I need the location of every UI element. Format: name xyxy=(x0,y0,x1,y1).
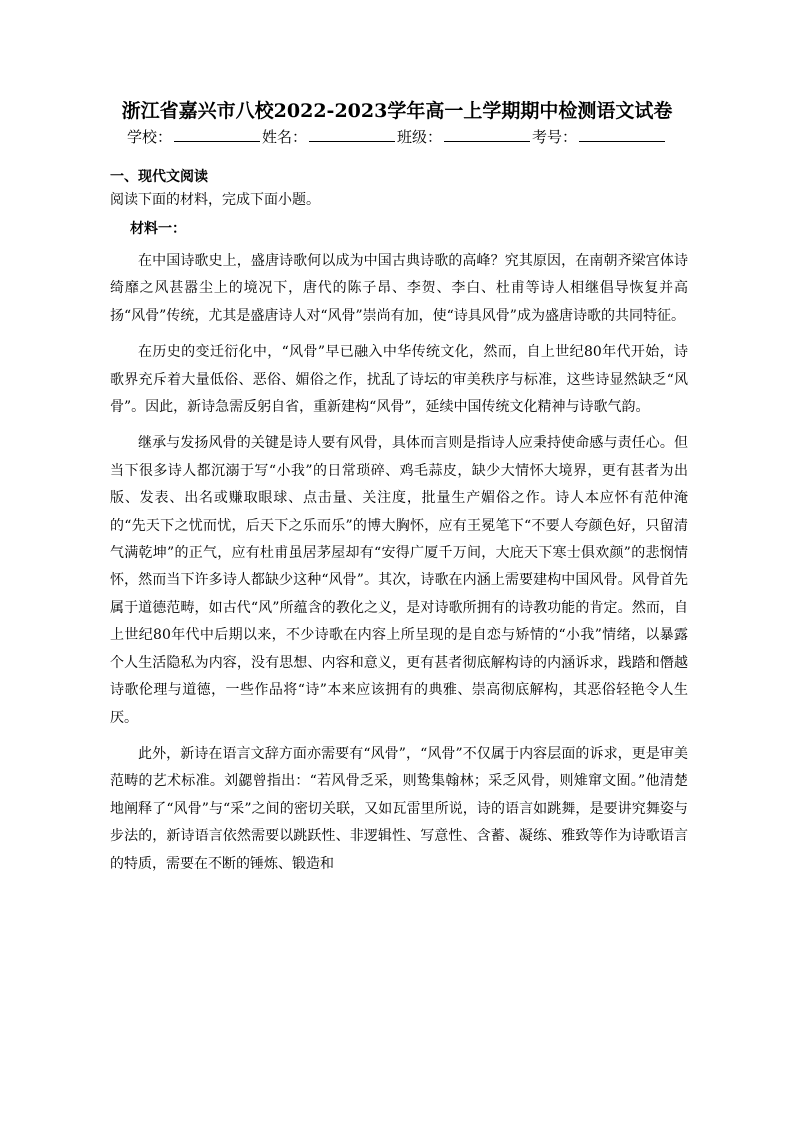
section-heading: 一、现代文阅读 xyxy=(110,169,208,185)
exam-no-blank xyxy=(579,127,665,142)
passage-paragraph: 在历史的变迁衍化中，“风骨”早已融入中华传统文化，然而，自上世纪80年代开始，诗歌界充斥着大量低俗、恶俗、媚俗之作，扰乱了诗坛的审美秩序与标准，这些诗显然缺乏“风骨”。因此，新诗急需反躬自省，重新建构“风骨”，延续中国传统文化精神与诗歌气韵。 xyxy=(110,344,688,416)
reading-instruction: 阅读下面的材料，完成下面小题。 xyxy=(110,192,320,208)
exam-no-label: 考号： xyxy=(532,128,578,146)
exam-title: 浙江省嘉兴市八校2022-2023学年高一上学期期中检测语文试卷 xyxy=(121,100,673,122)
student-info-line xyxy=(0,126,794,147)
passage-paragraph: 此外，新诗在语言文辞方面亦需要有“风骨”，“风骨”不仅属于内容层面的诉求，更是审美范畴的艺术标准。刘勰曾指出：“若风骨乏采，则鸷集翰林；采乏风骨，则雉窜文囿。”他清楚地阐释了“风骨”与“采”之间的密切关联，又如瓦雷里所说，诗的语言如跳舞，是要讲究舞姿与步法的，新诗语言依然需要以跳跃性、非逻辑性、写意性、含蓄、凝练、雅致等作为诗歌语言的特质，需要在不断的锤炼、锻造和 xyxy=(110,745,688,872)
school-blank xyxy=(174,127,260,142)
class-blank xyxy=(444,127,530,142)
passage-paragraph: 继承与发扬风骨的关键是诗人要有风骨，具体而言则是指诗人应秉持使命感与责任心。但当下很多诗人都沉溺于写“小我”的日常琐碎、鸡毛蒜皮，缺少大情怀大境界，更有甚者为出版、发表、出名或赚取眼球、点击量、关注度，批量生产媚俗之作。诗人本应怀有范仲淹的“先天下之忧而忧，后天下之乐而乐”的博大胸怀，应有王冕笔下“不要人夸颜色好，只留清气满乾坤”的正气，应有杜甫虽居茅屋却有“安得广厦千万间，大庇天下寒士俱欢颜”的悲悯情怀，然而当下许多诗人都缺少这种“风骨”。其次，诗歌在内涵上需要建构中国风骨。风骨首先属于道德范畴，如古代“风”所蕴含的教化之义，是对诗歌所拥有的诗教功能的肯定。然而，自上世纪80年代中后期以来，不少诗歌在内容上所呈现的是自恋与矫情的“小我”情绪，以暴露个人生活隐私为内容，没有思想、内容和意义，更有甚者彻底解构诗的内涵诉求，践踏和僭越诗歌伦理与道德，一些作品将“诗”本来应该拥有的典雅、崇高彻底解构，其恶俗轻艳令人生厌。 xyxy=(110,435,688,726)
name-label: 姓名： xyxy=(261,128,307,146)
school-label: 学校： xyxy=(126,128,172,146)
material-label: 材料一： xyxy=(130,221,186,237)
name-blank xyxy=(309,127,395,142)
passage-body xyxy=(110,248,688,887)
class-label: 班级： xyxy=(397,128,443,146)
passage-paragraph: 在中国诗歌史上，盛唐诗歌何以成为中国古典诗歌的高峰？究其原因，在南朝齐梁宫体诗绮靡之风甚嚣尘上的境况下，唐代的陈子昂、李贺、李白、杜甫等诗人相继倡导恢复并高扬“风骨”传统，尤其是盛唐诗人对“风骨”崇尚有加，使“诗具风骨”成为盛唐诗歌的共同特征。 xyxy=(110,253,688,324)
